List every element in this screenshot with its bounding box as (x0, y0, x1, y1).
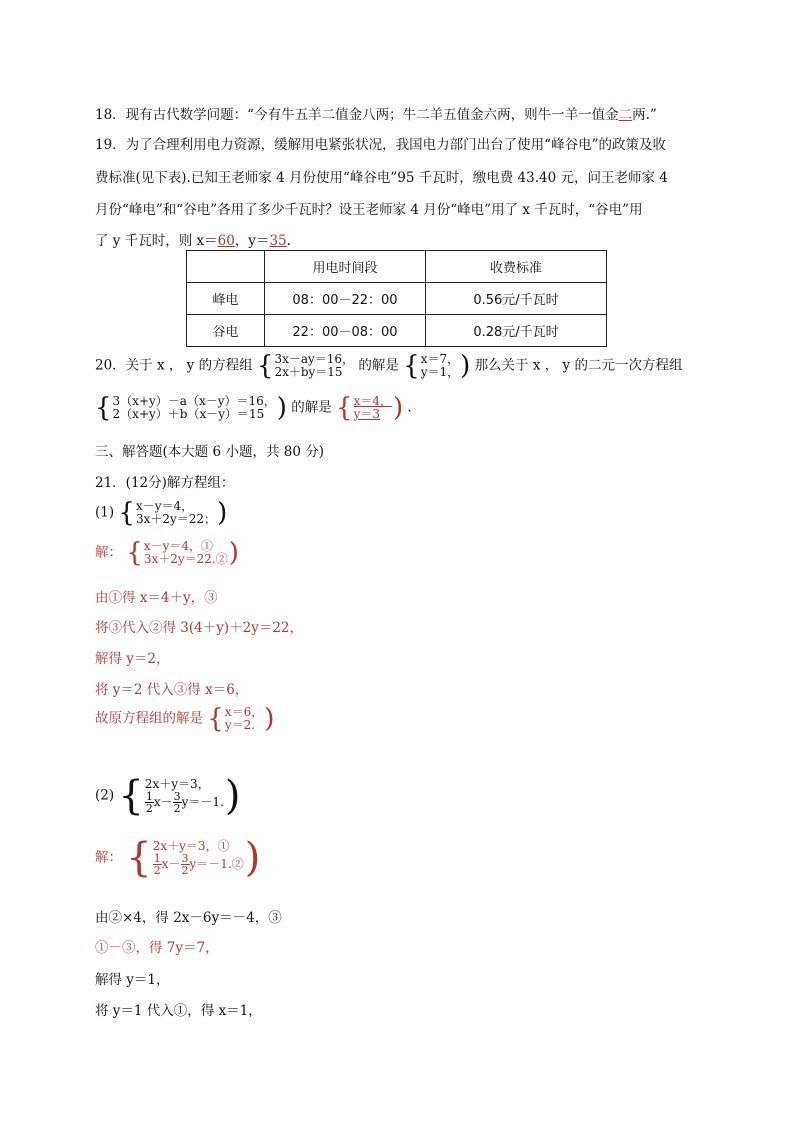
solution-1-result: 故原方程组的解是 { x＝6， y＝2. ) (95, 704, 275, 734)
equation-system: { x－y＝4， 3x＋2y＝22； ) (118, 498, 228, 528)
question-19-line-2: 费标准(见下表).已知王老师家 4 月份使用“峰谷电”95 千瓦时，缴电费 43.40 元，问王老师家 4 (95, 170, 668, 186)
question-19-line-4: 了 y 千瓦时，则 x＝60，y＝35. (95, 233, 291, 249)
table-cell: 0.28元/千瓦时 (426, 315, 607, 347)
table-cell: 峰电 (187, 283, 265, 315)
fee-table (186, 250, 607, 347)
section-heading: 三、解答题(本大题 6 小题，共 80 分) (95, 444, 324, 460)
table-row (187, 315, 607, 347)
answer-18: 二 (618, 107, 633, 123)
table-row (187, 283, 607, 315)
table-cell: 谷电 (187, 315, 265, 347)
table-header-cell: 收费标准 (426, 251, 607, 283)
solution-1-step: 将 y＝2 代入③得 x＝6， (95, 682, 249, 698)
problem-1: (1) { x－y＝4， 3x＋2y＝22； ) (95, 498, 228, 528)
solution-system: { x＝7， y＝1， ) (403, 351, 471, 381)
equation-system: { 3（x+y）－a（x－y）＝16， 2（x+y）＋b（x－y）＝15 ) (95, 393, 287, 423)
solution-1-step: 解得 y＝2， (95, 651, 170, 667)
solution-1-step: 将③代入②得 3(4＋y)＋2y＝22， (95, 620, 304, 636)
solution-2-step: ①－③，得 7y＝7， (95, 940, 219, 956)
answer-system: { x＝4， y＝3 ) (336, 393, 404, 423)
solution-2-step: 由②×4，得 2x－6y＝－4，③ (95, 910, 282, 926)
solution-2-step: 将 y＝1 代入①，得 x＝1， (95, 1003, 262, 1019)
table-header-cell: 用电时间段 (265, 251, 426, 283)
equation-system: { 2x＋y＝3， $\frac{1}{2}$ x－ $\frac{3}{2}$ y＝－1. ) (118, 773, 241, 819)
answer-x: 60 (217, 233, 235, 249)
question-21-title: 21．(12分)解方程组： (95, 475, 235, 491)
answer-y: 35 (269, 233, 287, 249)
equation-system: { 2x＋y＝3，① $\frac{1}{2}$ x－ $\frac{3}{2}$ y＝－1.② ) (126, 835, 261, 881)
question-20-line-2: { 3（x+y）－a（x－y）＝16， 2（x+y）＋b（x－y）＝15 ) 的解是 { x＝4， y＝3 ) . (95, 393, 412, 423)
solution-1-start: 解： { x－y＝4，① 3x＋2y＝22.② ) (95, 538, 239, 568)
question-20-line-1: 20．关于 x ， y 的方程组 { 3x－ay＝16， 2x＋by＝15 的解是 { x＝7， y＝1， ) 那么关于 x ， y 的二元一次方程组 (95, 351, 683, 381)
solution-system: { x＝6， y＝2. ) (207, 704, 275, 734)
table-cell: 0.56元/千瓦时 (426, 283, 607, 315)
question-19-line-1: 19．为了合理利用电力资源，缓解用电紧张状况，我国电力部门出台了使用“峰谷电”的政策及收 (95, 137, 666, 153)
table-cell: 08：00－22：00 (265, 283, 426, 315)
table-cell: 22：00－08：00 (265, 315, 426, 347)
solution-2-step: 解得 y＝1， (95, 972, 170, 988)
question-18: 18．现有古代数学问题：“今有牛五羊二值金八两；牛二羊五值金六两，则牛一羊一值金二两.” (95, 107, 657, 123)
solution-1-step: 由①得 x＝4＋y，③ (95, 590, 218, 606)
table-header-row (187, 251, 607, 283)
solution-2-start: 解： { 2x＋y＝3，① $\frac{1}{2}$ x－ $\frac{3}{2}$ y＝－1.② ) (95, 835, 261, 881)
equation-system: { 3x－ay＝16， 2x＋by＝15 (256, 351, 355, 381)
problem-2: (2) { 2x＋y＝3， $\frac{1}{2}$ x－ $\frac{3}{2}$ y＝－1. ) (95, 773, 241, 819)
question-19-line-3: 月份“峰电”和“谷电”各用了多少千瓦时？设王老师家 4 月份“峰电”用了 x 千瓦时，“谷电”用 (95, 202, 643, 218)
table-header-cell (187, 251, 265, 283)
equation-system: { x－y＝4，① 3x＋2y＝22.② ) (126, 538, 239, 568)
